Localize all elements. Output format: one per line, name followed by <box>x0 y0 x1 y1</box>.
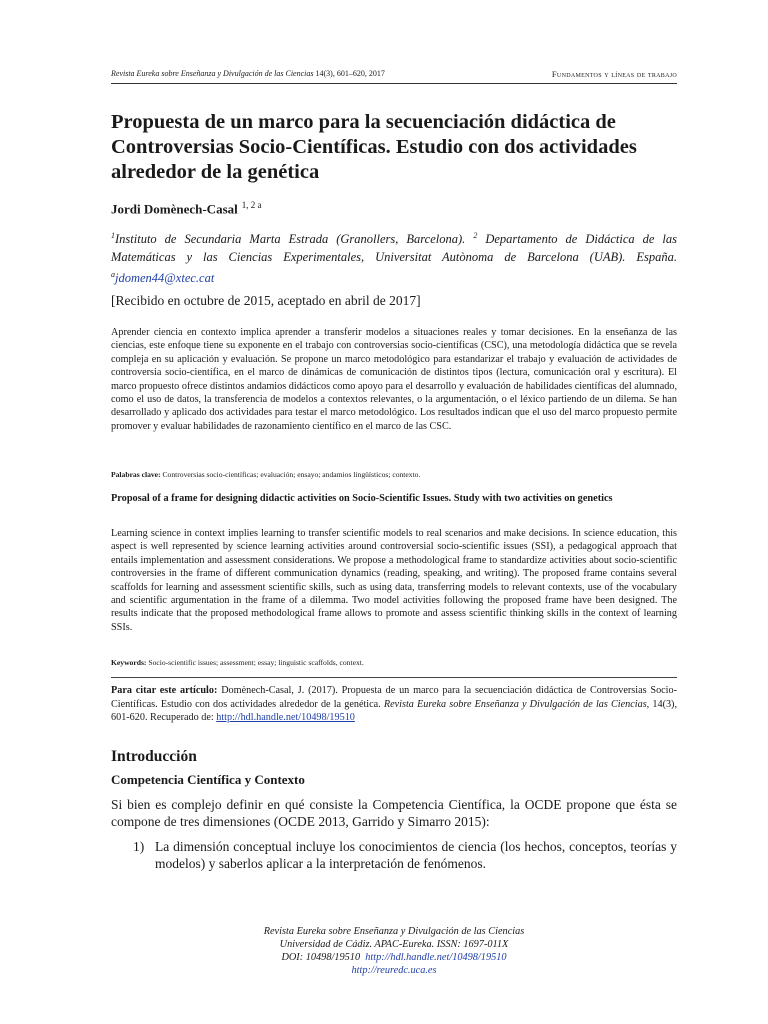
keywords-en-text: Socio-scientific issues; assessment; essay; linguistic scaffolds, context. <box>148 658 364 667</box>
citation-url-link[interactable]: http://hdl.handle.net/10498/19510 <box>216 712 355 723</box>
received-date: [Recibido en octubre de 2015, aceptado en abril de 2017] <box>111 293 421 308</box>
subsection-heading: Competencia Científica y Contexto <box>111 772 305 787</box>
footer-journal: Revista Eureka sobre Enseñanza y Divulgación de las Ciencias <box>263 926 525 937</box>
author-sup: 1, 2 a <box>241 200 262 210</box>
page-footer <box>111 925 677 977</box>
header-journal: Revista Eureka sobre Enseñanza y Divulgación de las Ciencias 14(3), 601–620, 2017 <box>111 69 385 78</box>
citation-journal: Revista Eureka sobre Enseñanza y Divulgación de las Ciencias <box>383 698 647 710</box>
keywords-es-text: Controversias socio-científicas; evaluación; ensayo; andamios lingüísticos; contexto. <box>162 470 421 479</box>
footer-doi: DOI: 10498/19510 <box>281 952 361 963</box>
author-name: Jordi Domènech-Casal <box>111 201 238 217</box>
citation-label: Para citar este artículo: <box>111 685 218 696</box>
affil-sup-2: 2 <box>473 231 478 240</box>
list-item-number: 1) <box>133 839 145 854</box>
affil-text-1: Instituto de Secundaria Marta Estrada (Granollers, Barcelona). <box>115 232 466 247</box>
abstract-es: Aprender ciencia en contexto implica aprender a transferir modelos a situaciones reales y tomar decisiones. En la enseñanza de las ciencias, este enfoque tiene su exponente en el trabajo con controversias socio-científicas (CSC), una metodología didáctica que se revela compleja en su aplicación y evaluación. Se propone un marco metodológico para estandarizar el trabajo y evaluación de actividades de controversia socio-científica, en el marco de dinámicas de comunicación de distintos tipos (lectura, comunicación oral y escritura). El marco propuesto ofrece distintos andamios didácticos como apoyo para el desarrollo y evaluación de habilidades científicas del alumnado, como el uso de datos, la transferencia de modelos a contextos relevantes, o la argumentación, o el léxico partiendo de un dilema. Se han desarrollado y aplicado dos actividades para testar el marco metodológico. Los resultados indican que el uso del marco propuesto permite promover y evaluar habilidades de razonamiento científico en el marco de las CSC. <box>111 327 677 432</box>
footer-site-link[interactable]: http://reuredc.uca.es <box>351 965 437 976</box>
footer-publisher: Universidad de Cádiz. APAC-Eureka. ISSN: 1697-011X <box>279 939 509 950</box>
citation-box <box>111 684 677 725</box>
article-title: Propuesta de un marco para la secuenciación didáctica de Controversias Socio-Científicas. Estudio con dos actividades alrededor de la genética <box>111 111 637 183</box>
citation-text: Domènech-Casal, J. (2017). Propuesta de un marco para la secuenciación didáctica de Controversias Socio-Científicas. Estudio con dos actividades alrededor de la genética. <box>111 685 677 710</box>
english-title: Proposal of a frame for designing didactic activities on Socio-Scientific Issues. Study with two activities on genetics <box>111 493 613 504</box>
keywords-en <box>111 658 677 667</box>
keywords-es <box>111 470 677 479</box>
list-item <box>133 838 677 872</box>
keywords-es-label: Palabras clave: <box>111 470 161 479</box>
abstract-en: Learning science in context implies learning to transfer scientific models to real scenarios and make decisions. In science education, this aspect is well represented by science learning activities around controversial socio-scientific issues (SSI), a pedagogical approach that entails implementation and assessment considerations. We propose a methodological frame to standardize activities about socio-scientific controversies in the frame of different communication dynamics (reading, speaking, and writing). The proposed frame contains several scaffolds for learning and assessment scientific skills, such as using data, transferring models to relevant contexts, use of the vocabulary and scientific argumentation in the frame of a dilemma. Two model activities following the proposed frame have been designed. The results indicate that the proposed methodological frame allows to promote and assess scientific thinking skills in the context of learning SSIs. <box>111 528 677 633</box>
author-email-link[interactable]: jdomen44@xtec.cat <box>115 271 215 286</box>
affil-text-2: Departamento de Didáctica de las Matemáticas y las Ciencias Experimentales, Universitat Autònoma de Barcelona (UAB). España. <box>111 232 678 265</box>
running-header <box>111 69 677 84</box>
section-heading: Introducción <box>111 748 197 765</box>
author-line <box>111 200 262 217</box>
affiliation <box>111 227 677 287</box>
citation-divider <box>111 677 677 678</box>
citation-pages: , 14(3), 601-620. Recuperado de: <box>111 698 677 723</box>
footer-doi-link[interactable]: http://hdl.handle.net/10498/19510 <box>365 952 507 963</box>
header-section: Fundamentos y líneas de trabajo <box>551 69 677 79</box>
affil-sup-1: 1 <box>111 231 115 240</box>
keywords-en-label: Keywords: <box>111 658 147 667</box>
body-paragraph: Si bien es complejo definir en qué consiste la Competencia Científica, la OCDE propone que ésta se compone de tres dimensiones (OCDE 2013, Garrido y Simarro 2015): <box>111 797 677 829</box>
list-item-text: La dimensión conceptual incluye los conocimientos de ciencia (los hechos, conceptos, teorías y modelos) y saberlos aplicar a la interpretación de fenómenos. <box>155 839 677 871</box>
affil-sup-email: a <box>111 270 115 280</box>
footer-doi-line <box>111 951 677 964</box>
